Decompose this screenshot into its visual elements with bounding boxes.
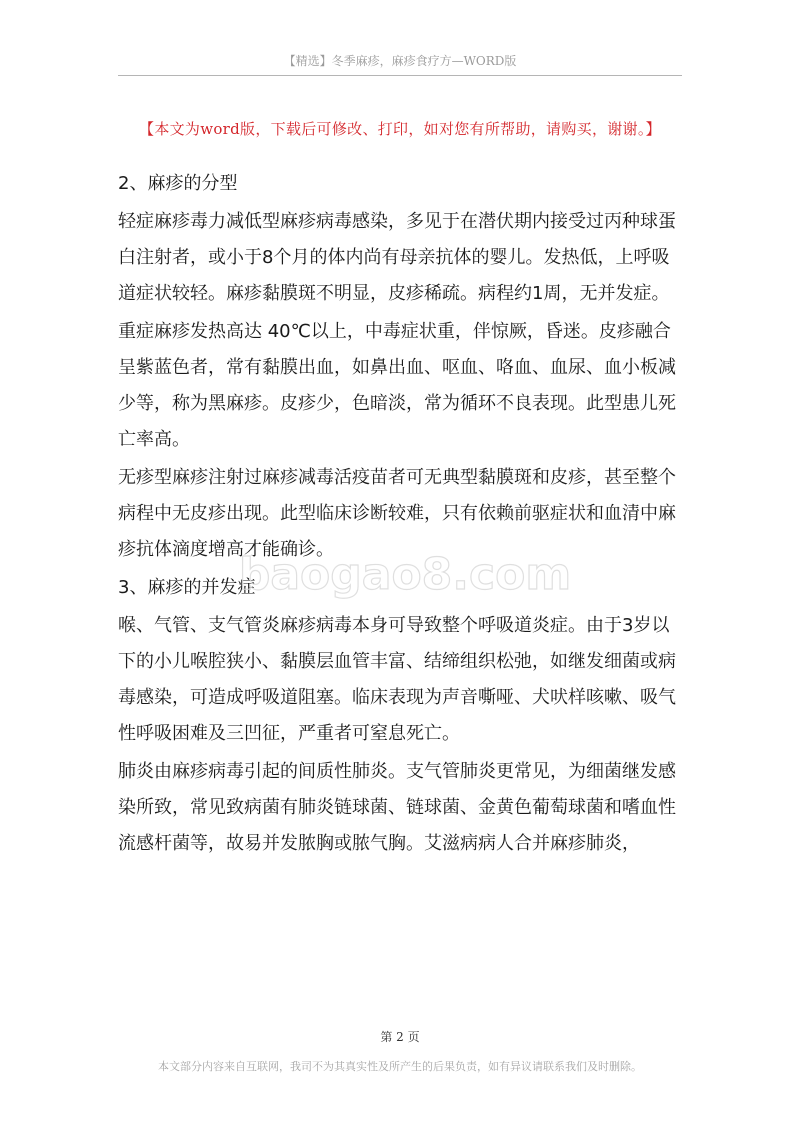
paragraph-severe-measles: 重症麻疹发热高达 40℃以上，中毒症状重，伴惊厥，昏迷。皮疹融合呈紫蓝色者，常有黏膜出血，如鼻出血、呕血、咯血、血尿、血小板减少等，称为黑麻疹。皮疹少，色暗淡，常为循环不良表现。此型患儿死亡率高。 xyxy=(118,321,676,450)
page-number: 第 2 页 xyxy=(380,1030,420,1044)
header-title: 【精选】冬季麻疹，麻疹食疗方—WORD版 xyxy=(283,54,517,68)
footer-disclaimer: 本文部分内容来自互联网，我司不为其真实性及所产生的后果负责，如有异议请联系我们及时删除。 xyxy=(158,1060,642,1073)
paragraph-pneumonia: 肺炎由麻疹病毒引起的间质性肺炎。支气管肺炎更常见，为细菌继发感染所致，常见致病菌有肺炎链球菌、链球菌、金黄色葡萄球菌和嗜血性流感杆菌等，故易并发脓胸或脓气胸。艾滋病病人合并麻疹肺炎， xyxy=(118,761,676,854)
paragraph-mild-measles: 轻症麻疹毒力减低型麻疹病毒感染，多见于在潜伏期内接受过丙种球蛋白注射者，或小于8个月的体内尚有母亲抗体的婴儿。发热低，上呼吸道症状较轻。麻疹黏膜斑不明显，皮疹稀疏。病程约1周，无并发症。 xyxy=(118,211,676,304)
watermark-text: baogao8.com xyxy=(238,549,572,600)
paragraph-rashless-measles: 无疹型麻疹注射过麻疹减毒活疫苗者可无典型黏膜斑和皮疹，甚至整个病程中无皮疹出现。此型临床诊断较难，只有依赖前驱症状和血清中麻疹抗体滴度增高才能确诊。 xyxy=(118,467,676,560)
page-header xyxy=(118,52,682,76)
section-heading-types: 2、麻疹的分型 xyxy=(118,173,238,194)
download-notice: 【本文为word版，下载后可修改、打印，如对您有所帮助，请购买，谢谢。】 xyxy=(139,120,661,138)
paragraph-laryngitis: 喉、气管、支气管炎麻疹病毒本身可导致整个呼吸道炎症。由于3岁以下的小儿喉腔狭小、黏膜层血管丰富、结缔组织松弛，如继发细菌或病毒感染，可造成呼吸道阻塞。临床表现为声音嘶哑、犬吠样咳嗽、吸气性呼吸困难及三凹征，严重者可窒息死亡。 xyxy=(118,615,676,744)
section-heading-complications: 3、麻疹的并发症 xyxy=(118,577,256,598)
document-body xyxy=(118,166,684,864)
